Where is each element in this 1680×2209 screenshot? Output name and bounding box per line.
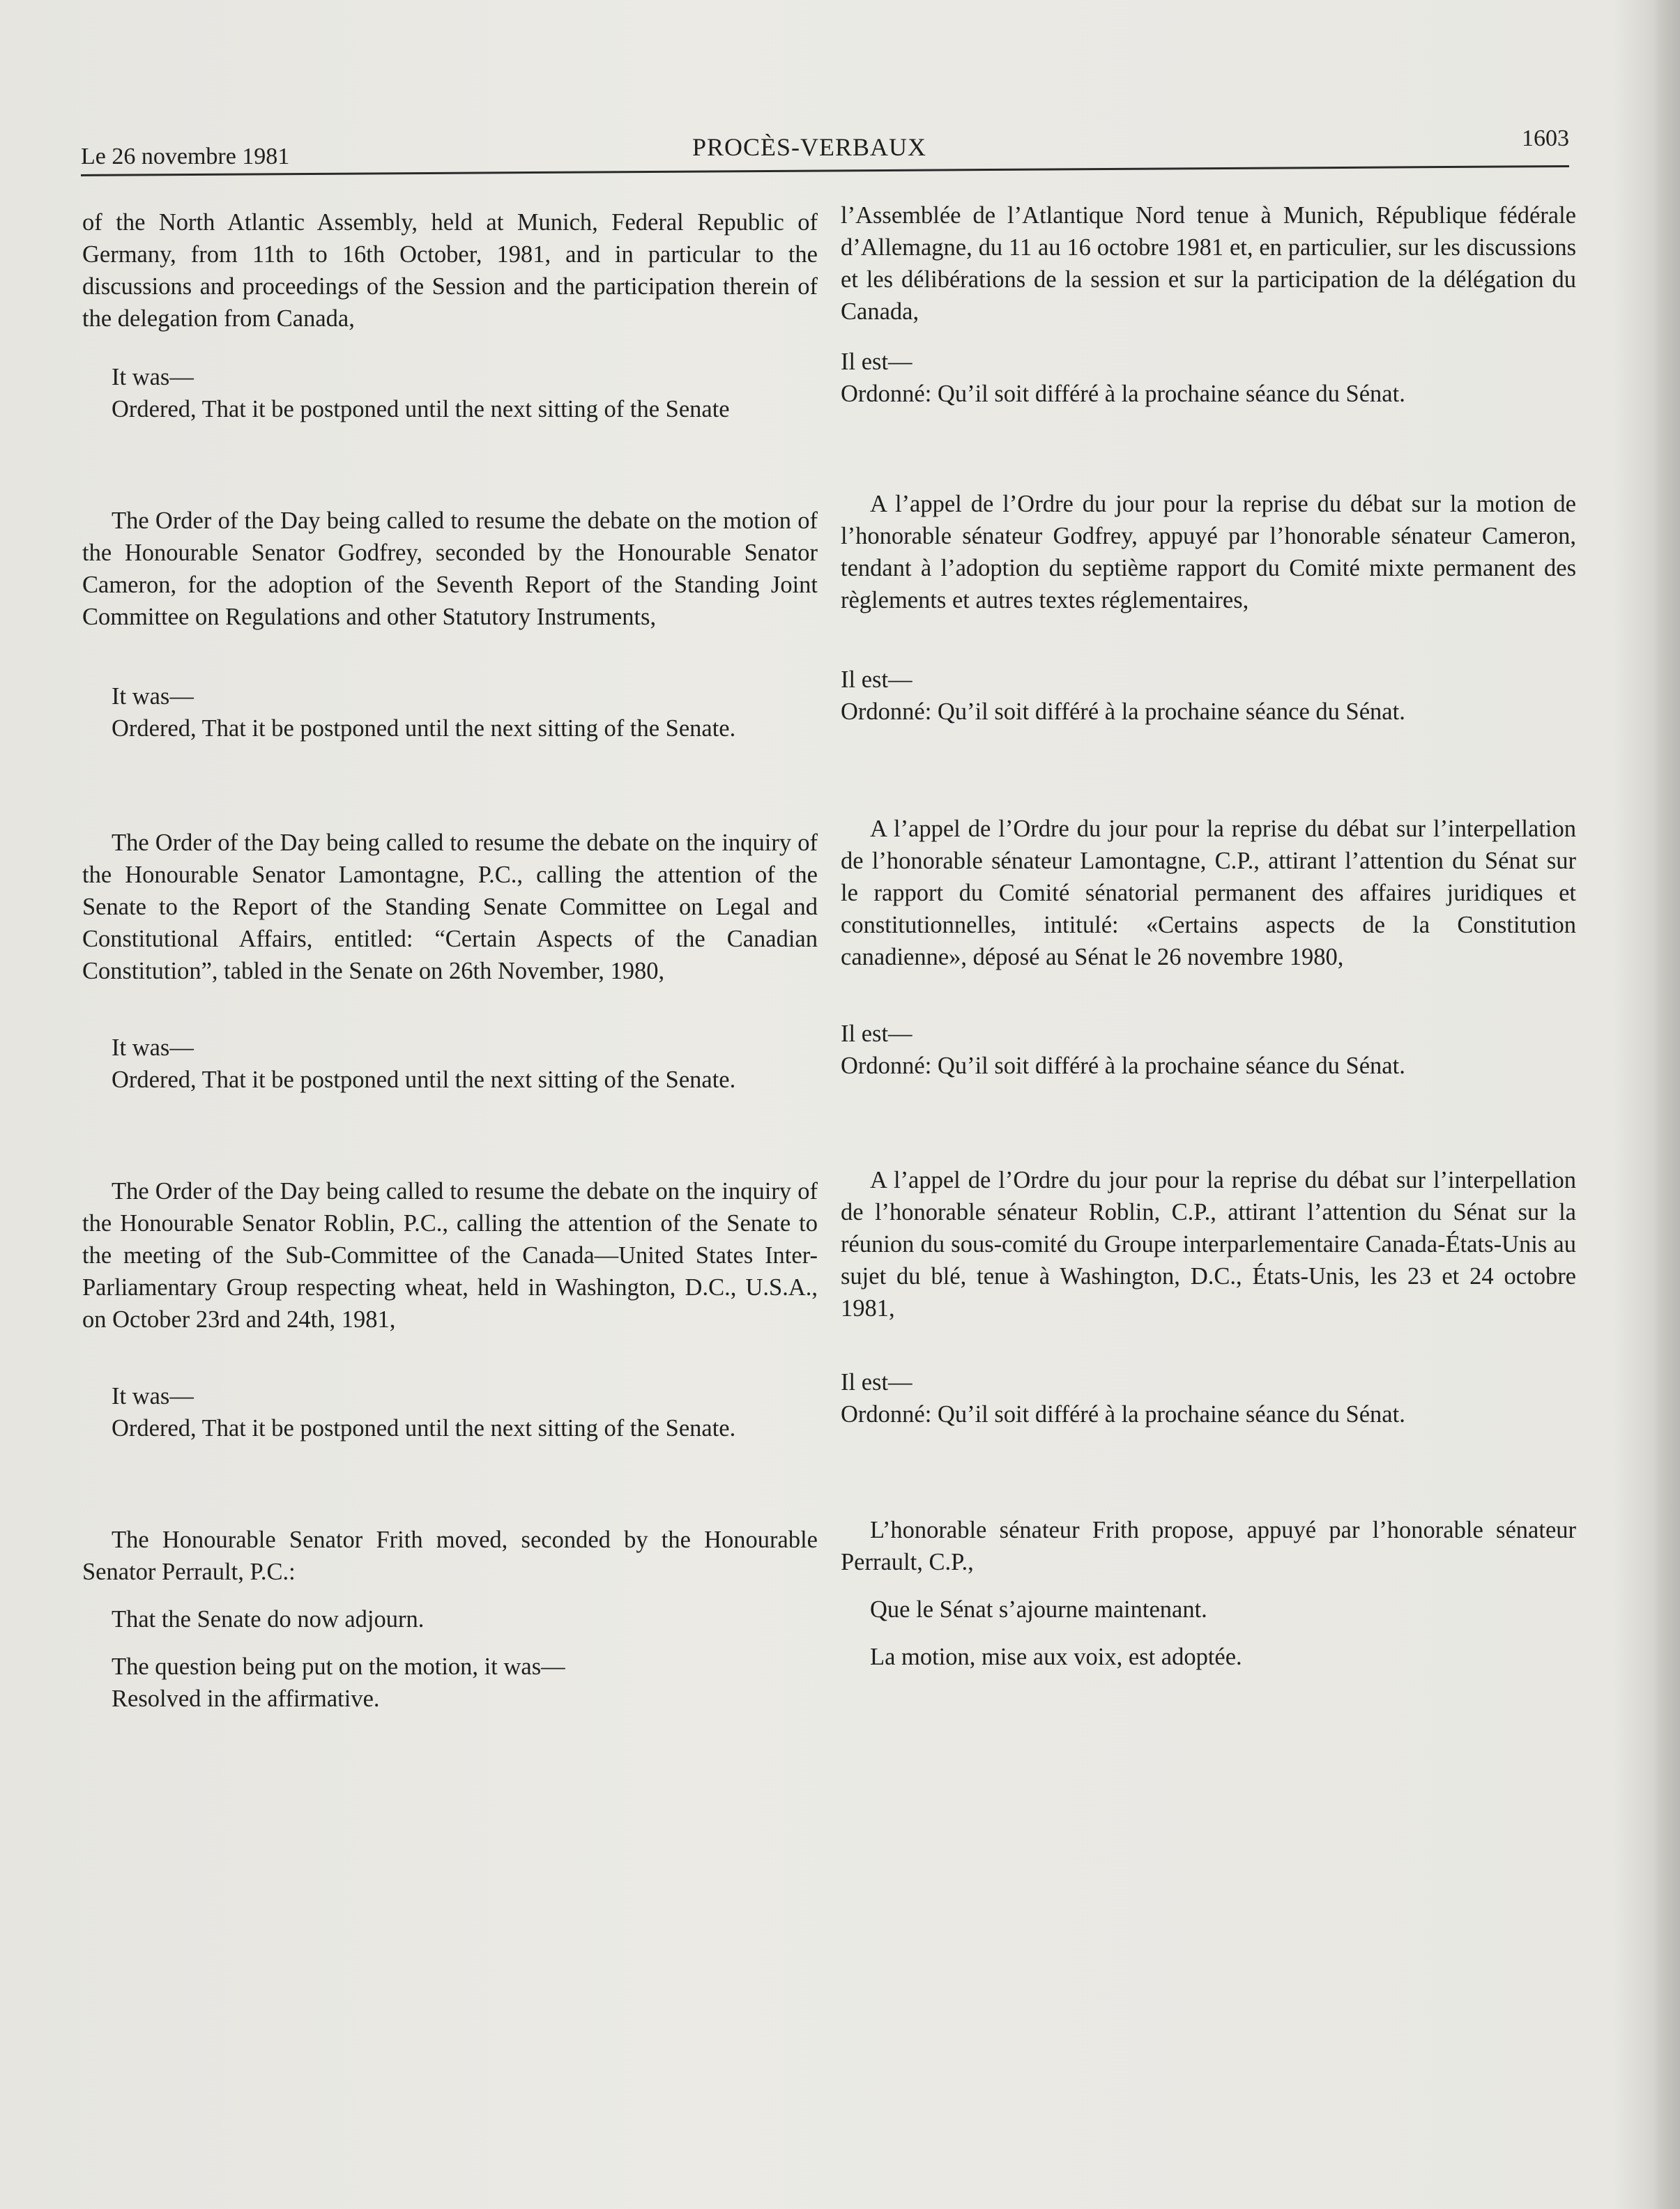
en-lamontagne-paragraph: The Order of the Day being called to resume the debate on the inquiry of the Honourable Senator Lamontagne, P.C., calling the attention of the Senate to the Report of the Standing Senate Committee on Legal and Constitutional Affairs, entitled: “Certain Aspects of the Canadian Constitution”, tabled in the Senate on 26th November, 1980, bbox=[82, 830, 818, 984]
en-adjourn-motion: That the Senate do now adjourn. bbox=[112, 1606, 425, 1633]
en-order-2 bbox=[82, 680, 818, 744]
page-number: 1603 bbox=[1522, 125, 1569, 151]
fr-order-1 bbox=[841, 346, 1576, 410]
fr-order-3 bbox=[841, 1018, 1576, 1082]
fr-order-4 bbox=[841, 1366, 1576, 1430]
en-godfrey-block bbox=[82, 505, 818, 633]
en-godfrey-paragraph: The Order of the Day being called to resume the debate on the motion of the Honourable Senator Godfrey, seconded by the Honourable Senator Cameron, for the adoption of the Seventh Report of the Standing Joint Committee on Regulations and other Statutory Instruments, bbox=[82, 507, 818, 630]
fr-order-2 bbox=[841, 664, 1576, 728]
header-date: Le 26 novembre 1981 bbox=[81, 144, 290, 169]
en-frith-paragraph: The Honourable Senator Frith moved, seconded by the Honourable Senator Perrault, P.C.: bbox=[82, 1527, 818, 1585]
en-order-4 bbox=[82, 1380, 818, 1444]
en-order-1 bbox=[82, 361, 818, 425]
fr-il-est-1: Il est— bbox=[841, 349, 912, 375]
fr-godfrey-block bbox=[841, 488, 1576, 616]
fr-frith-paragraph: L’honorable sénateur Frith propose, appuyé par l’honorable sénateur Perrault, C.P., bbox=[841, 1517, 1576, 1575]
en-ordered-1: Ordered, That it be postponed until the next sitting of the Senate bbox=[112, 396, 730, 422]
fr-ordonne-3: Ordonné: Qu’il soit différé à la prochaine séance du Sénat. bbox=[841, 1053, 1405, 1079]
page-edge bbox=[1654, 0, 1680, 2209]
header-title: PROCÈS-VERBAUX bbox=[692, 133, 927, 161]
en-it-was-1: It was— bbox=[112, 364, 194, 390]
fr-il-est-3: Il est— bbox=[841, 1021, 912, 1047]
fr-roblin-paragraph: A l’appel de l’Ordre du jour pour la reprise du débat sur l’interpellation de l’honorable sénateur Roblin, C.P., attirant l’attention du Sénat sur la réunion du sous-comité du Groupe interparlementaire Canada-États-Unis au sujet du blé, tenue à Washington, D.C., États-Unis, les 23 et 24 octobre 1981, bbox=[841, 1167, 1576, 1322]
en-adjourn-block bbox=[82, 1524, 818, 1715]
en-ordered-3: Ordered, That it be postponed until the next sitting of the Senate. bbox=[112, 1067, 736, 1093]
en-ordered-2: Ordered, That it be postponed until the next sitting of the Senate. bbox=[112, 715, 736, 742]
fr-lamontagne-paragraph: A l’appel de l’Ordre du jour pour la reprise du débat sur l’interpellation de l’honorable sénateur Lamontagne, C.P., attirant l’attention du Sénat sur le rapport du Comité sénatorial permanent des affaires juridiques et constitutionnelles, intitulé: «Certains aspects de la Constitution canadienne», déposé au Sénat le 26 novembre 1980, bbox=[841, 816, 1576, 970]
fr-intro-block bbox=[841, 199, 1576, 328]
fr-lamontagne-block bbox=[841, 813, 1576, 973]
en-resolved: Resolved in the affirmative. bbox=[112, 1686, 380, 1712]
en-intro-paragraph: of the North Atlantic Assembly, held at Munich, Federal Republic of Germany, from 11th to 16th October, 1981, and in particular to the discussions and proceedings of the Session and the participation therein of the delegation from Canada, bbox=[82, 209, 818, 332]
en-intro-block bbox=[82, 206, 818, 335]
en-it-was-3: It was— bbox=[112, 1034, 194, 1061]
en-it-was-2: It was— bbox=[112, 683, 194, 710]
fr-adjourn-motion: Que le Sénat s’ajourne maintenant. bbox=[870, 1596, 1207, 1623]
en-it-was-4: It was— bbox=[112, 1383, 194, 1409]
en-ordered-4: Ordered, That it be postponed until the next sitting of the Senate. bbox=[112, 1415, 736, 1442]
fr-ordonne-1: Ordonné: Qu’il soit différé à la prochaine séance du Sénat. bbox=[841, 381, 1405, 407]
fr-ordonne-4: Ordonné: Qu’il soit différé à la prochaine séance du Sénat. bbox=[841, 1401, 1405, 1428]
en-question-put: The question being put on the motion, it was— bbox=[112, 1653, 565, 1680]
en-roblin-block bbox=[82, 1175, 818, 1336]
fr-intro-paragraph: l’Assemblée de l’Atlantique Nord tenue à Munich, République fédérale d’Allemagne, du 11 au 16 octobre 1981 et, en particulier, sur les discussions et les délibérations de la session et sur la participation de la délégation du Canada, bbox=[841, 202, 1576, 325]
fr-motion-adopted: La motion, mise aux voix, est adoptée. bbox=[870, 1644, 1242, 1670]
fr-il-est-2: Il est— bbox=[841, 666, 912, 693]
en-lamontagne-block bbox=[82, 827, 818, 987]
fr-il-est-4: Il est— bbox=[841, 1369, 912, 1396]
en-order-3 bbox=[82, 1032, 818, 1096]
fr-godfrey-paragraph: A l’appel de l’Ordre du jour pour la reprise du débat sur la motion de l’honorable sénateur Godfrey, appuyé par l’honorable sénateur Cameron, tendant à l’adoption du septième rapport du Comité mixte permanent des règlements et autres textes réglementaires, bbox=[841, 491, 1576, 613]
en-roblin-paragraph: The Order of the Day being called to resume the debate on the inquiry of the Honourable Senator Roblin, P.C., calling the attention of the Senate to the meeting of the Sub-Committee of the Canada—United States Inter-Parliamentary Group respecting wheat, held in Washington, D.C., U.S.A., on October 23rd and 24th, 1981, bbox=[82, 1178, 818, 1333]
fr-roblin-block bbox=[841, 1164, 1576, 1324]
fr-adjourn-block bbox=[841, 1514, 1576, 1673]
fr-ordonne-2: Ordonné: Qu’il soit différé à la prochaine séance du Sénat. bbox=[841, 698, 1405, 725]
